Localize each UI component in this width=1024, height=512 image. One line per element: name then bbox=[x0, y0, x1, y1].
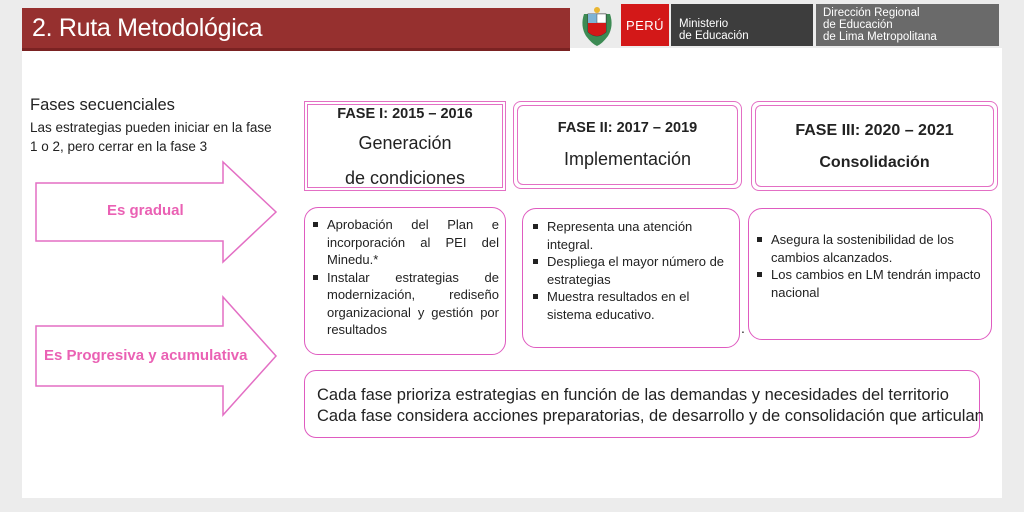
dre-line3: de Lima Metropolitana bbox=[823, 31, 937, 43]
intro-title: Fases secuenciales bbox=[30, 96, 175, 114]
dre-logo bbox=[816, 4, 999, 46]
ministry-line2: de Educación bbox=[679, 30, 749, 42]
summary-line1: Cada fase prioriza estrategias en función de las demandas y necesidades del territorio bbox=[317, 386, 949, 404]
summary-box bbox=[304, 370, 984, 438]
phase-3-bullets bbox=[748, 208, 992, 340]
phase-1-heading: FASE I: 2015 – 2016 bbox=[337, 106, 473, 122]
phase-3-header bbox=[751, 101, 998, 191]
phase-3-subtitle: Consolidación bbox=[819, 154, 930, 171]
intro-text: Las estrategias pueden iniciar en la fase 1 o 2, pero cerrar en la fase 3 bbox=[30, 120, 272, 154]
phase-1-subtitle-line1: Generación bbox=[358, 133, 452, 153]
list-item: Aprobación del Plan e incorporación al PEI del Minedu.* bbox=[311, 216, 499, 269]
phase-1-header bbox=[304, 101, 506, 191]
phase-3-heading: FASE III: 2020 – 2021 bbox=[795, 122, 954, 139]
page-title: 2. Ruta Metodológica bbox=[32, 14, 263, 42]
arrow-label-gradual: Es gradual bbox=[107, 202, 184, 219]
list-item: Asegura la sostenibilidad de los cambios alcanzados. bbox=[755, 231, 985, 266]
title-bar bbox=[22, 8, 570, 51]
stray-dot: . bbox=[741, 320, 745, 336]
list-item: Los cambios en LM tendrán impacto nacional bbox=[755, 266, 985, 301]
peru-logo bbox=[621, 4, 669, 46]
list-item: Representa una atención integral. bbox=[531, 218, 733, 253]
summary-line2: Cada fase considera acciones preparatorias, de desarrollo y de consolidación que articulan bbox=[317, 407, 984, 425]
coat-of-arms-icon bbox=[578, 6, 616, 48]
ministry-line1: Ministerio bbox=[679, 18, 729, 30]
phase-3-inner-border bbox=[755, 105, 994, 187]
dre-line1: Dirección Regional bbox=[823, 7, 920, 19]
peru-label: PERÚ bbox=[625, 17, 665, 33]
arrow-label-progresiva: Es Progresiva y acumulativa bbox=[44, 347, 248, 364]
phase-2-header bbox=[513, 101, 742, 189]
list-item: Instalar estrategias de modernización, rediseño organizacional y gestión por resultados bbox=[311, 269, 499, 339]
list-item: Despliega el mayor número de estrategias bbox=[531, 253, 733, 288]
phase-1-bullets bbox=[304, 207, 506, 355]
phase-1-subtitle-line2: de condiciones bbox=[344, 168, 466, 188]
dre-line2: de Educación bbox=[823, 19, 893, 31]
phase-2-inner-border bbox=[517, 105, 738, 185]
ministry-logo bbox=[671, 4, 813, 46]
phase-2-subtitle: Implementación bbox=[563, 149, 692, 169]
phase-2-heading: FASE II: 2017 – 2019 bbox=[557, 120, 698, 136]
phase-2-bullets bbox=[522, 208, 740, 348]
list-item: Muestra resultados en el sistema educativo. bbox=[531, 288, 733, 323]
